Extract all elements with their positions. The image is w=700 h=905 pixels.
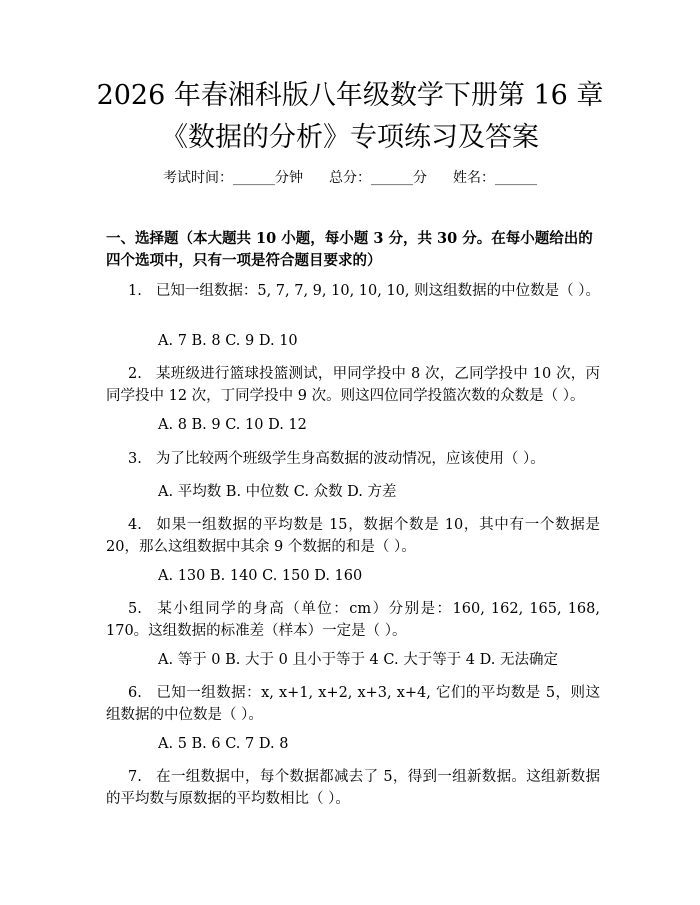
question-1 <box>106 280 600 302</box>
question-2 <box>106 363 600 407</box>
question-text: 在一组数据中，每个数据都减去了 5，得到一组新数据。这组新数据的平均数与原数据的平均数相比（ ）。 <box>106 769 600 807</box>
question-text: 如果一组数据的平均数是 15，数据个数是 10，其中有一个数据是 20，那么这组数据中其余 9 个数据的和是（ ）。 <box>106 517 600 555</box>
question-text: 某班级进行篮球投篮测试，甲同学投中 8 次，乙同学投中 10 次，丙同学投中 12 次，丁同学投中 9 次。则这四位同学投篮次数的众数是（ ）。 <box>106 366 600 404</box>
question-7 <box>106 766 600 810</box>
question-3-options: A. 平均数 B. 中位数 C. 众数 D. 方差 <box>158 484 397 500</box>
question-number: 6. <box>128 685 142 701</box>
document-title-line2: 《数据的分析》专项练习及答案 <box>161 122 539 153</box>
question-3 <box>106 448 600 470</box>
question-text: 已知一组数据：5, 7, 7, 9, 10, 10, 10, 则这组数据的中位数是（ ）。 <box>155 283 600 299</box>
document-title-line1: 2026 年春湘科版八年级数学下册第 16 章 <box>96 80 604 111</box>
question-number: 3. <box>128 451 142 467</box>
section-heading: 一、选择题（本大题共 10 小题，每小题 3 分，共 30 分。在每小题给出的四个选项中，只有一项是符合题目要求的） <box>106 230 593 269</box>
exam-info <box>0 168 700 188</box>
question-text: 为了比较两个班级学生身高数据的波动情况，应该使用（ ）。 <box>155 451 545 467</box>
question-number: 4. <box>128 517 142 533</box>
question-4 <box>106 514 600 558</box>
question-2-options: A. 8 B. 9 C. 10 D. 12 <box>158 417 307 433</box>
question-text: 某小组同学的身高（单位：cm）分别是：160, 162, 165, 168, 170。这组数据的标准差（样本）一定是（ ）。 <box>106 601 600 639</box>
question-4-options: A. 130 B. 140 C. 150 D. 160 <box>158 568 363 584</box>
question-number: 2. <box>128 366 142 382</box>
question-5 <box>106 598 600 642</box>
question-text: 已知一组数据：x, x+1, x+2, x+3, x+4, 它们的平均数是 5，则这组数据的中位数是（ ）。 <box>106 685 600 723</box>
question-number: 1. <box>128 283 142 299</box>
question-number: 5. <box>128 601 142 617</box>
exam-name: 姓名：______ <box>453 170 537 186</box>
question-1-options: A. 7 B. 8 C. 9 D. 10 <box>158 333 298 349</box>
question-number: 7. <box>128 769 142 785</box>
question-5-options: A. 等于 0 B. 大于 0 且小于等于 4 C. 大于等于 4 D. 无法确定 <box>158 652 558 668</box>
exam-time: 考试时间：______分钟 <box>163 170 303 186</box>
question-6 <box>106 682 600 726</box>
question-6-options: A. 5 B. 6 C. 7 D. 8 <box>158 736 289 752</box>
exam-total-score: 总分：______分 <box>329 170 427 186</box>
